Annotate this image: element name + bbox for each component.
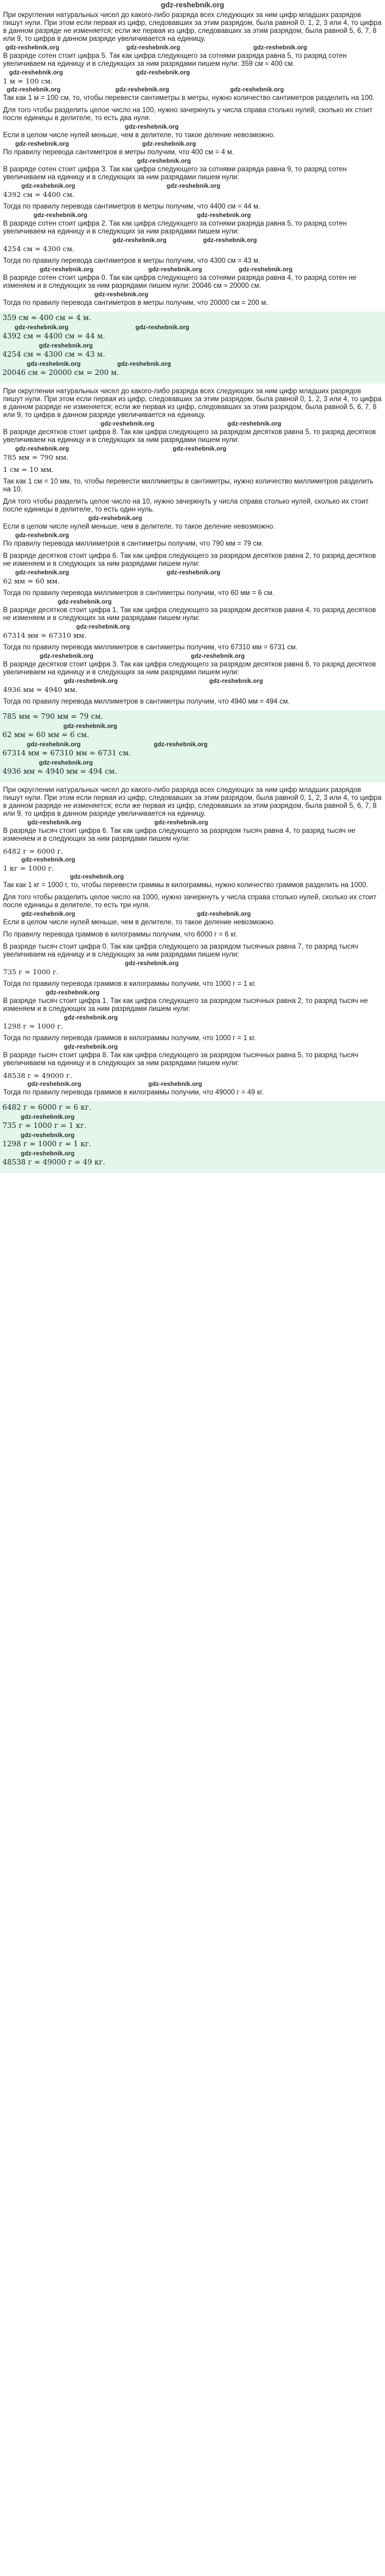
watermark: gdz-reshebnik.org [15, 532, 69, 539]
watermark: gdz-reshebnik.org [125, 960, 179, 967]
equation: 1 см = 10 мм. [3, 465, 54, 474]
explanation-text: Тогда по правилу перевода граммов в килограммы получим, что 1000 г = 1 кг. [3, 980, 256, 988]
answer-line: 62 мм ≈ 60 мм = 6 см. [2, 730, 90, 739]
answer-line: 48538 г ≈ 49000 г = 49 кг. [2, 1158, 105, 1166]
watermark: gdz-reshebnik.org gdz-reshebnik.org [15, 446, 227, 452]
watermark: gdz-reshebnik.org [39, 760, 93, 766]
equation: 1298 г ≈ 1000 г. [3, 1022, 63, 1030]
watermark: gdz-reshebnik.org [88, 515, 143, 522]
watermark: gdz-reshebnik.org [58, 599, 112, 605]
watermark: gdz-reshebnik.org [94, 291, 149, 298]
equation: 4392 см ≈ 4400 см. [3, 190, 75, 199]
explanation-text: Для того чтобы разделить целое число на 100, нужно зачеркнуть у числа справа столько нулей, сколько их стоит после единицы в делителе, то есть два нуля. [3, 107, 373, 122]
explanation-text: Тогда по правилу перевода миллиметров в сантиметры получим, что 4940 мм = 494 см. [3, 698, 290, 705]
watermark: gdz-reshebnik.org [70, 874, 124, 880]
explanation-text: Если в целом числе нулей меньше, чем в делителе, то такое деление невозможно. [3, 919, 275, 926]
watermark: gdz-reshebnik.org [21, 1151, 75, 1157]
watermark: gdz-reshebnik.org gdz-reshebnik.org [27, 1081, 202, 1088]
explanation-text: Тогда по правилу перевода миллиметров в сантиметры получим, что 67310 мм = 6731 см. [3, 644, 298, 651]
site-header [3, 0, 382, 12]
watermark: gdz-reshebnik.org [125, 124, 179, 130]
explanation-text: Тогда по правилу перевода граммов в килограммы получим, что 1000 г = 1 кг. [3, 1035, 256, 1042]
watermark: gdz-reshebnik.org gdz-reshebnik.org [27, 819, 208, 826]
watermark: gdz-reshebnik.org [21, 1114, 75, 1121]
watermark: gdz-reshebnik.org [21, 1132, 75, 1139]
watermark: gdz-reshebnik.org [46, 990, 100, 996]
watermark: gdz-reshebnik.org gdz-reshebnik.org [21, 183, 221, 190]
explanation-text: В разряде сотен стоит цифра 5. Так как цифра следующего за сотнями разряда равна 5, то разряд сотен увеличиваем на единицу и в следующих за ним разрядами пишем нули: 359 см ≈ 400 см. [3, 52, 347, 68]
explanation-text: Так как 1 кг = 1000 г, то, чтобы перевести граммы в килограммы, нужно количество граммов разделить на 1000. [3, 882, 369, 889]
rounding-rule: При округлении натуральных чисел до какого-либо разряда всех следующих за ним цифр младших разрядов пишут нули. При этом если первая из цифр, следовавших за этим разрядом, была равной 0, 1, 2, 3 или 4, то цифра в данном разряде не изменяется; если же первая из цифр, следовавших за этим разрядом, была равной 5, 6, 7, 8 или 9, то цифра в данном разряде увеличивается на единицу. [3, 787, 382, 818]
explanation-text: Если в целом числе нулей меньше, чем в делителе, то такое деление невозможно. [3, 132, 275, 139]
watermark: gdz-reshebnik.org gdz-reshebnik.org [101, 421, 281, 427]
answer-line: 20046 см ≈ 20000 см = 200 м. [2, 368, 119, 377]
equation: 1 кг = 1000 г. [3, 864, 54, 872]
equation: 1 м = 100 см. [3, 77, 53, 85]
watermark: gdz-reshebnik.org [137, 158, 191, 165]
equation: 785 мм ≈ 790 мм. [3, 453, 69, 462]
explanation-text: Тогда по правилу перевода сантиметров в метры получим, что 20000 см = 200 м. [3, 299, 268, 307]
explanation-text: В разряде тысяч стоит цифра 8. Так как цифра следующего за разрядом тысячных равна 5, то разряд тысяч увеличиваем на единицу и в следующих за ним разрядами пишем нули: [3, 1052, 358, 1067]
watermark: gdz-reshebnik.org gdz-reshebnik.org [113, 237, 257, 244]
answer-line: 4254 см ≈ 4300 см = 43 м. [2, 350, 105, 359]
equation: 4936 мм ≈ 4940 мм. [3, 685, 78, 694]
explanation-text: В разряде десятков стоит цифра 6. Так как цифра следующего за разрядом десятков равна 2, то разряд десятков не изменяем и в следующих за ним разрядами пишем нули: [3, 552, 376, 568]
watermark: gdz-reshebnik.org [21, 857, 76, 863]
watermark: gdz-reshebnik.org [64, 1015, 118, 1021]
solution-page [0, 0, 385, 1173]
section-centimeters [3, 12, 382, 384]
explanation-text: Для того чтобы разделить целое число на 1000, нужно зачеркнуть у числа справа столько нулей, сколько их стоит после единицы в делителе, то есть три нуля. [3, 894, 376, 909]
watermark: gdz-reshebnik.org gdz-reshebnik.org [27, 361, 171, 368]
watermark: gdz-reshebnik.org gdz-reshebnik.org [40, 653, 245, 660]
explanation-text: В разряде сотен стоит цифра 2. Так как цифра следующего за сотнями разряда равна 5, то разряд сотен увеличиваем на единицу и в следующих за ним разрядами пишем нули: [3, 220, 347, 235]
explanation-text: В разряде десятков стоит цифра 8. Так как цифра следующего за разрядом десятков равна 5, то разряд десятков увеличиваем на единицу и в следующих за ним разрядами пишем нули: [3, 429, 376, 444]
watermark: gdz-reshebnik.org gdz-reshebnik.org gdz-reshebnik.org [5, 45, 308, 51]
watermark: gdz-reshebnik.org gdz-reshebnik.org [34, 212, 251, 219]
watermark: gdz-reshebnik.org gdz-reshebnik.org [9, 70, 190, 76]
explanation-text: Если в целом числе нулей меньше, чем в делителе, то такое деление невозможно. [3, 523, 275, 530]
answer-line: 67314 мм ≈ 67310 мм = 6731 см. [2, 749, 131, 757]
watermark: gdz-reshebnik.org gdz-reshebnik.org [21, 911, 251, 918]
answer-line: 359 см ≈ 400 см = 4 м. [2, 313, 91, 322]
equation: 4254 см ≈ 4300 см. [3, 244, 75, 253]
site-logo-text[interactable]: gdz-reshebnik.org [160, 1, 224, 9]
answer-line: 1298 г ≈ 1000 г = 1 кг. [2, 1140, 91, 1148]
rounding-rule: При округлении натуральных чисел до какого-либо разряда всех следующих за ним цифр младших разрядов пишут нули. При этом если первая из цифр, следовавших за этим разрядом, была равной 0, 1, 2, 3 или 4, то цифра в данном разряде не изменяется; если же первая из цифр, следовавших за этим разрядом, была равной 5, 6, 7, 8 или 9, то цифра в данном разряде увеличивается на единицу. [3, 388, 382, 419]
explanation-text: По правилу перевода сантиметров в метры получим, что 400 см = 4 м. [3, 149, 234, 156]
explanation-text: По правилу перевода граммов в килограммы получим, что 6000 г = 6 кг. [3, 931, 238, 938]
answer-block [0, 710, 385, 782]
explanation-text: Тогда по правилу перевода сантиметров в метры получим, что 4300 см = 43 м. [3, 257, 261, 265]
answer-line: 6482 г ≈ 6000 г = 6 кг. [2, 1103, 91, 1111]
equation: 67314 мм ≈ 67310 мм. [3, 631, 87, 640]
explanation-text: В разряде десятков стоит цифра 1. Так как цифра следующего за разрядом десятков равна 4, то разряд десятков не изменяем и в следующих за ним разрядами пишем нули: [3, 607, 376, 622]
explanation-text: В разряде тысяч стоит цифра 6. Так как цифра следующего за разрядом тысяч равна 4, то разряд тысяч не изменяем и в следующих за ним разрядами пишем нули: [3, 827, 356, 843]
equation: 735 г ≈ 1000 г. [3, 968, 59, 976]
section-millimeters [3, 388, 382, 782]
section-grams [3, 787, 382, 1173]
watermark: gdz-reshebnik.org gdz-reshebnik.org [15, 569, 221, 576]
explanation-text: В разряде сотен стоит цифра 3. Так как цифра следующего за сотнями разряда равна 9, то разряд сотен увеличиваем на единицу и в следующих за ним разрядами пишем нули: [3, 166, 347, 181]
answer-block [0, 1101, 385, 1173]
answer-line: 4392 см ≈ 4400 см = 44 м. [2, 332, 105, 340]
answer-line: 4936 мм ≈ 4940 мм = 494 см. [2, 767, 117, 776]
explanation-text: Тогда по правилу перевода граммов в килограммы получим, что 49000 г = 49 кг. [3, 1089, 264, 1096]
explanation-text: В разряде тысяч стоит цифра 0. Так как цифра следующего за разрядом тысячных равна 7, то разряд тысяч увеличиваем на единицу и в следующих за ним разрядами пишем нули: [3, 943, 358, 958]
watermark: gdz-reshebnik.org gdz-reshebnik.org [27, 741, 208, 748]
watermark: gdz-reshebnik.org [63, 723, 118, 730]
equation: 48538 г ≈ 49000 г. [3, 1071, 72, 1080]
watermark: gdz-reshebnik.org gdz-reshebnik.org gdz-reshebnik.org [7, 87, 284, 93]
watermark: gdz-reshebnik.org [76, 624, 130, 630]
rounding-rule: При округлении натуральных чисел до какого-либо разряда всех следующих за ним цифр младших разрядов пишут нули. При этом если первая из цифр, следовавших за этим разрядом, была равной 0, 1, 2, 3 или 4, то цифра в данном разряде не изменяется; если же первая из цифр, следовавших за этим разрядом, была равной 5, 6, 7, 8 или 9, то цифра в данном разряде увеличивается на единицу. [3, 12, 382, 43]
answer-line: 785 мм ≈ 790 мм = 79 см. [2, 712, 104, 721]
explanation-text: По правилу перевода миллиметров в сантиметры получим, что 790 мм = 79 см. [3, 540, 264, 548]
equation: 6482 г ≈ 6000 г. [3, 847, 63, 855]
explanation-text: В разряде тысяч стоит цифра 1. Так как цифра следующего за разрядом тысячных равна 2, то разряд тысяч не изменяем и в следующих за ним разрядами пишем нули: [3, 997, 368, 1013]
watermark: gdz-reshebnik.org gdz-reshebnik.org [64, 678, 263, 685]
explanation-text: В разряде сотен стоит цифра 0. Так как цифра следующего за сотнями разряда равна 4, то разряд сотен не изменяем и в следующих за ним разрядами пишем нули: 20046 см ≈ 20000 см. [3, 274, 357, 290]
explanation-text: Для того чтобы разделить целое число на 10, нужно зачеркнуть у числа справа столько нулей, сколько их стоит после единицы в делителе, то есть один нуль. [3, 498, 369, 513]
watermark: gdz-reshebnik.org [64, 1044, 118, 1051]
explanation-text: Так как 1 см = 10 мм, то, чтобы перевести миллиметры в сантиметры, нужно количество миллиметров разделить на 10. [3, 478, 373, 493]
answer-line: 735 г ≈ 1000 г = 1 кг. [2, 1121, 87, 1130]
explanation-text: Тогда по правилу перевода сантиметров в метры получим, что 4400 см = 44 м. [3, 203, 261, 210]
watermark: gdz-reshebnik.org gdz-reshebnik.org gdz-reshebnik.org [40, 266, 293, 273]
explanation-text: Тогда по правилу перевода миллиметров в сантиметры получим, что 60 мм = 6 см. [3, 590, 274, 597]
watermark: gdz-reshebnik.org [39, 343, 93, 349]
explanation-text: Так как 1 м = 100 см, то, чтобы перевести сантиметры в метры, нужно количество сантиметров разделить на 100. [3, 95, 375, 102]
explanation-text: В разряде десятков стоит цифра 3. Так как цифра следующего за разрядом десятков равна 6, то разряд десятков увеличиваем на единицу и в следующих за ним разрядами пишем нули: [3, 661, 376, 676]
watermark: gdz-reshebnik.org gdz-reshebnik.org [15, 324, 189, 331]
watermark: gdz-reshebnik.org gdz-reshebnik.org [15, 141, 196, 148]
equation: 62 мм ≈ 60 мм. [3, 577, 60, 585]
answer-block [0, 312, 385, 384]
